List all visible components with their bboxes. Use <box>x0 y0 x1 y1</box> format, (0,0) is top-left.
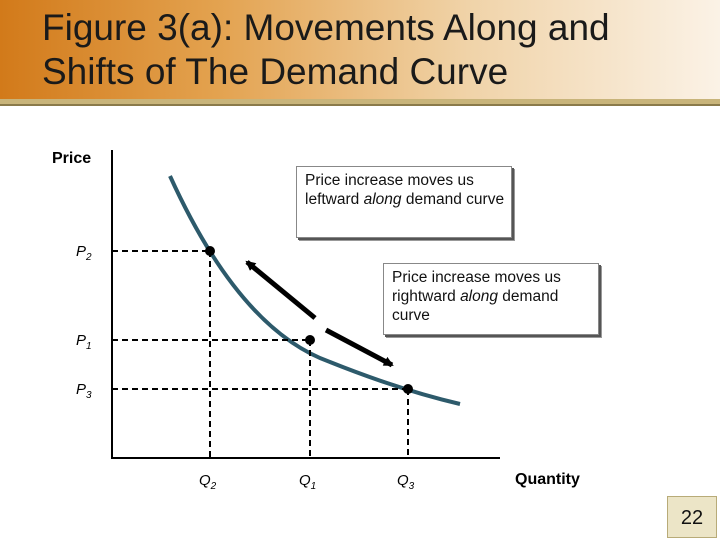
tick-p2-letter: P <box>76 243 87 260</box>
tick-q2-sub: 2 <box>210 481 217 492</box>
slide-title-line-1: Figure 3(a): Movements Along and <box>42 7 610 48</box>
callout-right-text-2: demand curve <box>392 288 559 324</box>
tick-q3 <box>397 472 414 492</box>
tick-p1-letter: P <box>76 332 87 349</box>
slide-title-line-2: Shifts of The Demand Curve <box>42 51 509 92</box>
callout-left-emphasis: along <box>363 191 402 208</box>
callout-left-text-1: Price increase moves us leftward <box>305 172 474 208</box>
callout-right-emphasis: along <box>460 288 498 305</box>
point-p2-q2 <box>205 246 215 256</box>
tick-p2-sub: 2 <box>86 252 92 263</box>
tick-p1 <box>76 332 92 352</box>
callout-left-text-2: demand curve <box>401 191 505 208</box>
x-axis-label: Quantity <box>515 471 580 488</box>
tick-q3-sub: 3 <box>408 481 415 492</box>
callout-rightward-movement <box>383 263 599 335</box>
page-number: 22 <box>667 496 717 538</box>
tick-p3-sub: 3 <box>86 390 92 401</box>
tick-q1-sub: 1 <box>310 481 317 492</box>
tick-q1 <box>299 472 316 492</box>
tick-q1-letter: Q <box>299 472 311 489</box>
tick-q3-letter: Q <box>397 472 409 489</box>
callout-right-text-1: Price increase moves us rightward <box>392 269 561 305</box>
tick-q2-letter: Q <box>199 472 211 489</box>
arrow-rightward-line <box>326 330 392 365</box>
y-axis-label: Price <box>52 150 92 167</box>
tick-p3-letter: P <box>76 381 87 398</box>
tick-q2 <box>199 472 216 492</box>
tick-p2 <box>76 243 92 263</box>
callout-leftward-movement <box>296 166 512 238</box>
point-p1-q1 <box>305 335 315 345</box>
point-p3-q3 <box>403 384 413 394</box>
tick-p3 <box>76 381 92 401</box>
tick-p1-sub: 1 <box>86 341 92 352</box>
arrow-leftward-line <box>247 262 315 318</box>
